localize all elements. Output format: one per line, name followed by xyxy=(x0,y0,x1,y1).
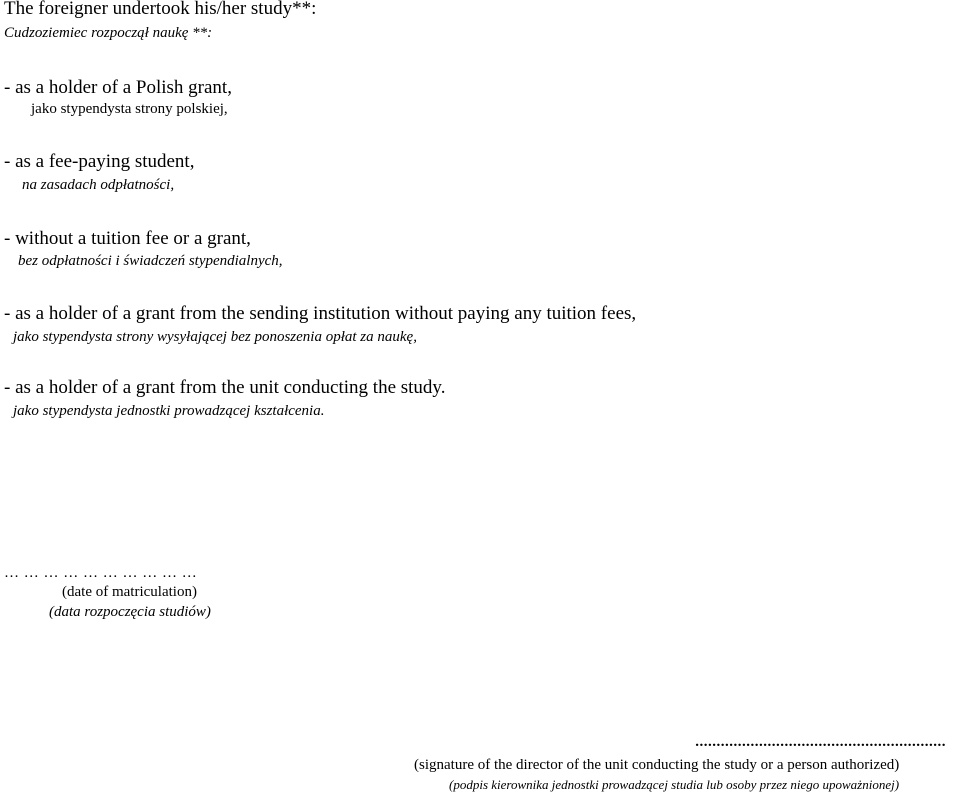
date-label-en: (date of matriculation) xyxy=(62,584,197,600)
option-fee-paying-en: - as a fee-paying student, xyxy=(4,151,195,172)
option-polish-grant-en: - as a holder of a Polish grant, xyxy=(4,77,232,98)
option-sending-grant-en: - as a holder of a grant from the sending institution without paying any tuition fees, xyxy=(4,303,637,324)
option-no-fee-en: - without a tuition fee or a grant, xyxy=(4,228,251,249)
option-polish-grant-pl: jako stypendysta strony polskiej, xyxy=(31,101,228,117)
option-sending-grant-pl: jako stypendysta strony wysyłającej bez ponoszenia opłat za naukę, xyxy=(13,329,417,345)
option-unit-grant-en: - as a holder of a grant from the unit conducting the study. xyxy=(4,377,446,398)
option-fee-paying-pl: na zasadach odpłatności, xyxy=(22,177,175,193)
option-no-fee-pl: bez odpłatności i świadczeń stypendialnych, xyxy=(18,253,283,269)
signature-label-pl: (podpis kierownika jednostki prowadzącej studia lub osoby przez niego upoważnionej) xyxy=(449,777,900,792)
heading-en: The foreigner undertook his/her study**: xyxy=(4,0,317,19)
heading-pl: Cudzoziemiec rozpoczął naukę **: xyxy=(4,25,213,41)
signature-label-en: (signature of the director of the unit conducting the study or a person authorized) xyxy=(414,757,900,773)
option-unit-grant-pl: jako stypendysta jednostki prowadzącej kształcenia. xyxy=(13,403,325,419)
date-label-pl: (data rozpoczęcia studiów) xyxy=(49,604,211,620)
signature-dotted-line: ........................................................... xyxy=(695,734,946,750)
date-dotted-line: … … … … … … … … … … xyxy=(4,565,198,581)
